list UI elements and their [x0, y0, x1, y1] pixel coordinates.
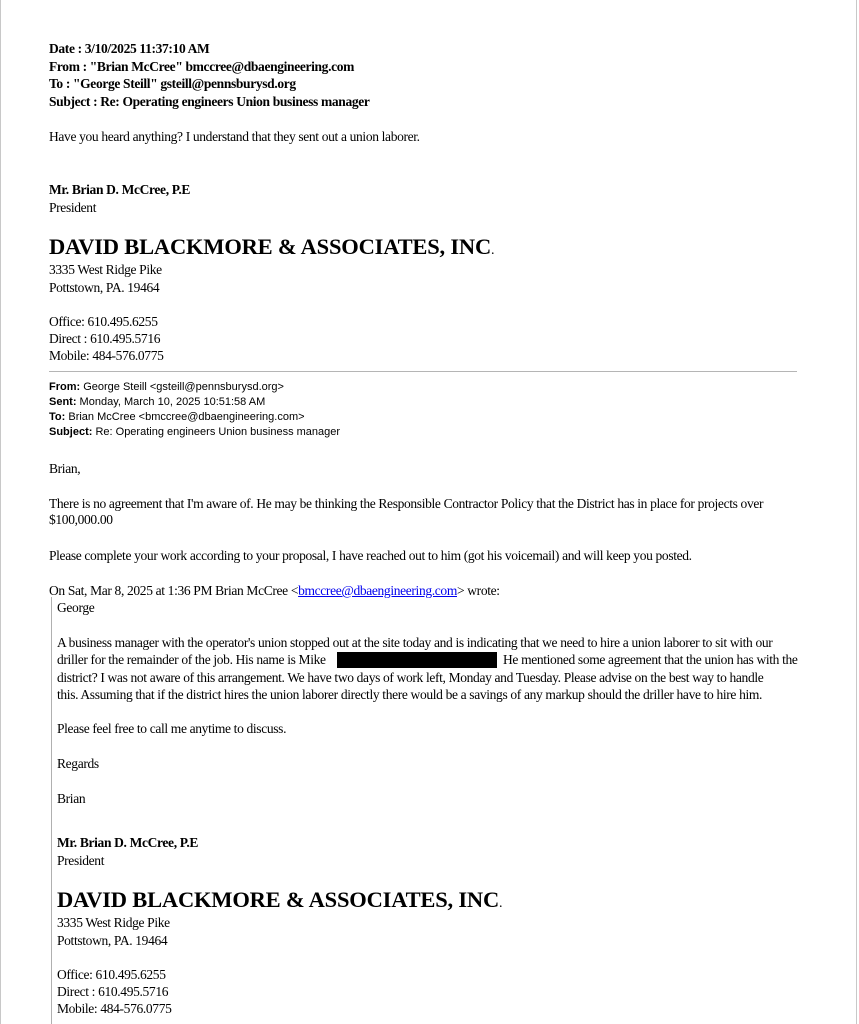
fwd-from-value: George Steill <gsteill@pennsburysd.org>: [80, 381, 284, 393]
fwd-sent: [49, 395, 265, 410]
message2-para2: Please complete your work according to your proposal, I have reached out to him (got his voicemail) and will keep you posted.: [49, 548, 692, 563]
message2-para1: There is no agreement that I'm aware of. He may be thinking the Responsible Contractor Policy that the District has in place for projects over $100,000.00: [49, 496, 764, 527]
message3-line1: A business manager with the operator's union stopped out at the site today and is indicating that we need to hire a union laborer to sit with our: [57, 635, 773, 650]
header-subject: Subject : Re: Operating engineers Union business manager: [49, 94, 370, 109]
message3-call: Please feel free to call me anytime to discuss.: [57, 721, 287, 736]
fwd-from: [49, 380, 284, 395]
signature-name: Mr. Brian D. McCree, P.E: [49, 182, 191, 197]
fwd-to: [49, 410, 305, 425]
quote-bar: [51, 597, 52, 1024]
signature2-name: Mr. Brian D. McCree, P.E: [57, 835, 199, 850]
fwd-to-value: Brian McCree <bmccree@dbaengineering.com>: [65, 411, 305, 423]
fwd-sent-label: Sent:: [49, 396, 77, 408]
quote-intro: [49, 583, 500, 599]
fwd-subject-label: Subject:: [49, 426, 93, 438]
message3-line2b: He mentioned some agreement that the union has with the: [503, 652, 798, 667]
message3-line4: this. Assuming that if the district hires the union laborer directly there would be a savings of any markup should the driller have to hire him.: [57, 687, 763, 702]
signature-address1: 3335 West Ridge Pike: [49, 262, 162, 277]
fwd-subject-value: Re: Operating engineers Union business manager: [92, 426, 341, 438]
quote-intro-suffix: > wrote:: [456, 583, 500, 598]
message2-greeting: Brian,: [49, 461, 81, 476]
company-name: DAVID BLACKMORE & ASSOCIATES, INC: [49, 234, 492, 259]
separator-rule: [49, 371, 797, 372]
signature-direct: Direct : 610.495.5716: [49, 331, 161, 346]
signature-address2: Pottstown, PA. 19464: [49, 280, 160, 295]
quote-intro-prefix: On Sat, Mar 8, 2025 at 1:36 PM Brian McCree <: [49, 583, 299, 598]
message1-body: Have you heard anything? I understand that they sent out a union laborer.: [49, 129, 420, 144]
company2-dot: .: [499, 896, 503, 911]
message3-sign: Brian: [57, 791, 86, 806]
message3-line2a: driller for the remainder of the job. His name is Mike: [57, 652, 326, 667]
signature-title: President: [49, 200, 97, 215]
fwd-from-label: From:: [49, 381, 81, 393]
signature-office: Office: 610.495.6255: [49, 314, 158, 329]
company2-name: DAVID BLACKMORE & ASSOCIATES, INC: [57, 887, 500, 912]
redaction-block: [337, 652, 497, 668]
message3-greeting: George: [57, 600, 95, 615]
message3-line3: district? I was not aware of this arrangement. We have two days of work left, Monday and Tuesday. Please advise on the best way to handle: [57, 670, 764, 685]
signature2-address2: Pottstown, PA. 19464: [57, 933, 168, 948]
signature2-mobile: Mobile: 484-576.0775: [57, 1001, 172, 1016]
signature2-title: President: [57, 853, 105, 868]
header-date: Date : 3/10/2025 11:37:10 AM: [49, 41, 210, 56]
email-link[interactable]: bmccree@dbaengineering.com: [298, 583, 457, 598]
fwd-subject: [49, 425, 340, 440]
signature-mobile: Mobile: 484-576.0775: [49, 348, 164, 363]
signature2-company: [57, 887, 502, 917]
signature2-direct: Direct : 610.495.5716: [57, 984, 169, 999]
header-to: To : "George Steill" gsteill@pennsburysd.org: [49, 76, 296, 91]
company-dot: .: [491, 243, 495, 258]
header-from: From : "Brian McCree" bmccree@dbaengineering.com: [49, 59, 355, 74]
fwd-sent-value: Monday, March 10, 2025 10:51:58 AM: [76, 396, 266, 408]
message3-regards: Regards: [57, 756, 99, 771]
signature2-office: Office: 610.495.6255: [57, 967, 166, 982]
signature2-address1: 3335 West Ridge Pike: [57, 915, 170, 930]
signature-company: [49, 234, 494, 264]
fwd-to-label: To:: [49, 411, 66, 423]
